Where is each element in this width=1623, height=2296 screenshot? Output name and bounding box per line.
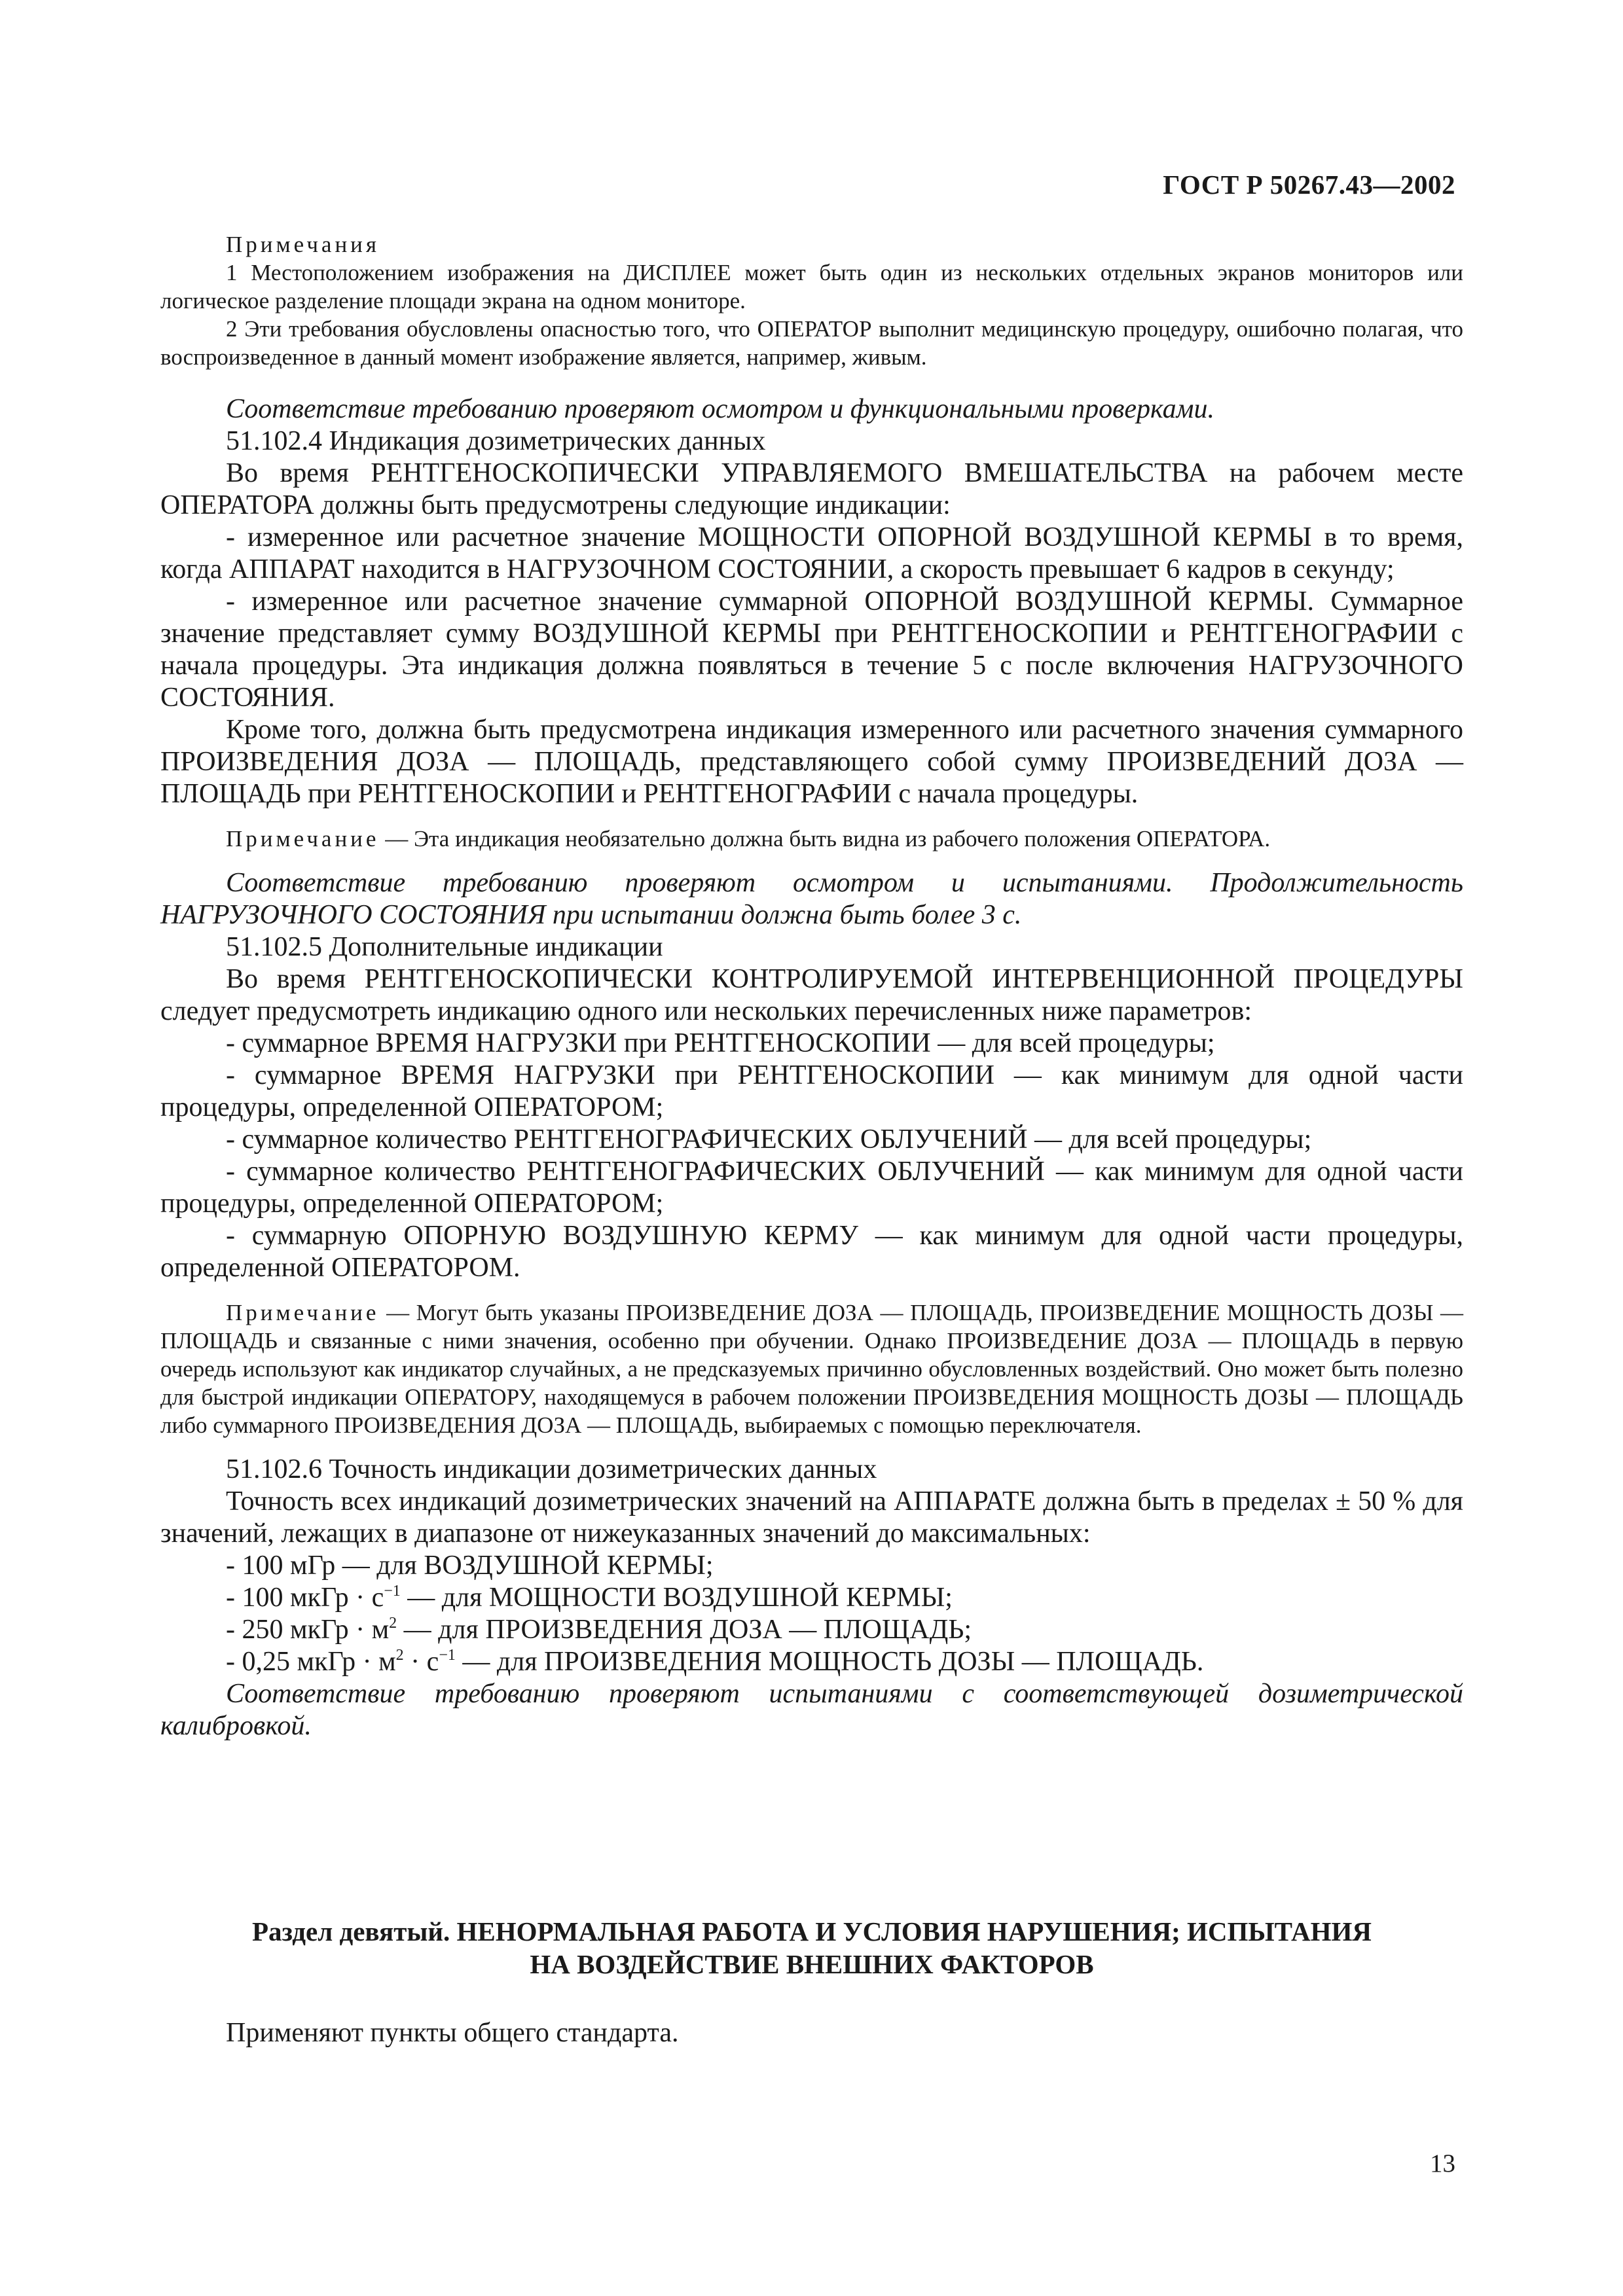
clause-paragraph: Во время РЕНТГЕНОСКОПИЧЕСКИ КОНТРОЛИРУЕМОЙ ИНТЕРВЕНЦИОННОЙ ПРОЦЕДУРЫ следует предусмотреть индикацию одного или нескольких перечисленных ниже параметров: bbox=[160, 964, 1463, 1026]
list-item: - измеренное или расчетное значение суммарной ОПОРНОЙ ВОЗДУШНОЙ КЕРМЫ. Суммарное значение представляет сумму ВОЗДУШНОЙ КЕРМЫ при РЕНТГЕНОСКОПИИ и РЕНТГЕНОГРАФИИ с начала процедуры. Эта индикация должна появляться в течение 5 с после включения НАГРУЗОЧНОГО СОСТОЯНИЯ. bbox=[160, 586, 1463, 713]
item-text: - 250 мкГр · м bbox=[226, 1615, 390, 1645]
note-text: — Могут быть указаны ПРОИЗВЕДЕНИЕ ДОЗА — ПЛОЩАДЬ, ПРОИЗВЕДЕНИЕ МОЩНОСТЬ ДОЗЫ — ПЛОЩАДЬ и связанные с ними значения, особенно при обучении. Однако ПРОИЗВЕДЕНИЕ ДОЗА — ПЛОЩАДЬ в первую очередь используют как индикатор случайных, а не предсказуемых причинно обусловленных воздействий. Оно может быть полезно для быстрой индикации ОПЕРАТОРУ, находящемуся в рабочем положении ПРОИЗВЕДЕНИЯ МОЩНОСТЬ ДОЗЫ — ПЛОЩАДЬ либо суммарного ПРОИЗВЕДЕНИЯ ДОЗА — ПЛОЩАДЬ, выбираемых с помощью переключателя. bbox=[160, 1300, 1463, 1438]
superscript: 2 bbox=[389, 1615, 397, 1632]
note-item-1: 1 Местоположением изображения на ДИСПЛЕЕ может быть один из нескольких отдельных экранов мониторов или логическое разделение площади экрана на одном мониторе. bbox=[160, 260, 1463, 314]
superscript: 2 bbox=[395, 1647, 404, 1664]
note-item-2: 2 Эти требования обусловлены опасностью того, что ОПЕРАТОР выполнит медицинскую процедуру, ошибочно полагая, что воспроизведенное в данный момент изображение является, например, живым. bbox=[160, 316, 1463, 370]
item-text: — для ПРОИЗВЕДЕНИЯ ДОЗА — ПЛОЩАДЬ; bbox=[397, 1615, 972, 1645]
note bbox=[160, 825, 1463, 853]
page-body bbox=[160, 230, 1463, 1742]
compliance-statement: Соответствие требованию проверяют осмотром и испытаниями. Продолжительность НАГРУЗОЧНОГО СОСТОЯНИЯ при испытании должна быть более 3 с. bbox=[160, 868, 1463, 930]
superscript: −1 bbox=[439, 1647, 456, 1664]
list-item: - суммарное количество РЕНТГЕНОГРАФИЧЕСКИХ ОБЛУЧЕНИЙ — для всей процедуры; bbox=[226, 1124, 1312, 1155]
notes-heading: Примечания bbox=[226, 232, 380, 257]
item-text: - 100 мкГр · с bbox=[226, 1583, 384, 1613]
note bbox=[160, 1299, 1463, 1439]
clause-title-51-102-5: 51.102.5 Дополнительные индикации bbox=[226, 932, 663, 962]
list-item: - суммарную ОПОРНУЮ ВОЗДУШНУЮ КЕРМУ — как минимум для одной части процедуры, определенной ОПЕРАТОРОМ. bbox=[160, 1221, 1463, 1283]
section-body: Применяют пункты общего стандарта. bbox=[226, 2018, 679, 2048]
list-item: - 100 мГр — для ВОЗДУШНОЙ КЕРМЫ; bbox=[226, 1551, 714, 1581]
section-heading bbox=[160, 1915, 1463, 1981]
list-item: - суммарное количество РЕНТГЕНОГРАФИЧЕСКИХ ОБЛУЧЕНИЙ — как минимум для одной части процедуры, определенной ОПЕРАТОРОМ; bbox=[160, 1157, 1463, 1219]
section-heading-line-1: Раздел девятый. НЕНОРМАЛЬНАЯ РАБОТА И УСЛОВИЯ НАРУШЕНИЯ; ИСПЫТАНИЯ bbox=[252, 1916, 1372, 1946]
item-text: — для ПРОИЗВЕДЕНИЯ МОЩНОСТЬ ДОЗЫ — ПЛОЩАДЬ. bbox=[455, 1647, 1204, 1677]
page-number: 13 bbox=[1430, 2149, 1455, 2178]
note-label: Примечание bbox=[226, 826, 380, 852]
compliance-statement: Соответствие требованию проверяют испытаниями с соответствующей дозиметрической калибровкой. bbox=[160, 1679, 1463, 1741]
list-item bbox=[160, 1646, 1463, 1678]
superscript: −1 bbox=[384, 1583, 401, 1600]
list-item bbox=[160, 1614, 1463, 1646]
item-text: · с bbox=[403, 1647, 439, 1677]
clause-paragraph: Во время РЕНТГЕНОСКОПИЧЕСКИ УПРАВЛЯЕМОГО ВМЕШАТЕЛЬСТВА на рабочем месте ОПЕРАТОРА должны быть предусмотрены следующие индикации: bbox=[160, 458, 1463, 520]
list-item bbox=[160, 1582, 1463, 1614]
note-text: — Эта индикация необязательно должна быть видна из рабочего положения ОПЕРАТОРА. bbox=[379, 826, 1271, 852]
item-text: — для МОЩНОСТИ ВОЗДУШНОЙ КЕРМЫ; bbox=[400, 1583, 953, 1613]
clause-title-51-102-4: 51.102.4 Индикация дозиметрических данных bbox=[226, 426, 766, 456]
section-heading-line-2: НА ВОЗДЕЙСТВИЕ ВНЕШНИХ ФАКТОРОВ bbox=[530, 1949, 1094, 1979]
list-item: - измеренное или расчетное значение МОЩНОСТИ ОПОРНОЙ ВОЗДУШНОЙ КЕРМЫ в то время, когда АППАРАТ находится в НАГРУЗОЧНОМ СОСТОЯНИИ, а скорость превышает 6 кадров в секунду; bbox=[160, 522, 1463, 584]
list-item: - суммарное ВРЕМЯ НАГРУЗКИ при РЕНТГЕНОСКОПИИ — как минимум для одной части процедуры, определенной ОПЕРАТОРОМ; bbox=[160, 1060, 1463, 1122]
document-code: ГОСТ Р 50267.43—2002 bbox=[1163, 170, 1455, 200]
compliance-statement: Соответствие требованию проверяют осмотром и функциональными проверками. bbox=[226, 394, 1214, 424]
note-label: Примечание bbox=[226, 1300, 380, 1325]
list-item: - суммарное ВРЕМЯ НАГРУЗКИ при РЕНТГЕНОСКОПИИ — для всей процедуры; bbox=[226, 1028, 1215, 1058]
clause-paragraph: Кроме того, должна быть предусмотрена индикация измеренного или расчетного значения суммарного ПРОИЗВЕДЕНИЯ ДОЗА — ПЛОЩАДЬ, представляющего собой сумму ПРОИЗВЕДЕНИЙ ДОЗА — ПЛОЩАДЬ при РЕНТГЕНОСКОПИИ и РЕНТГЕНОГРАФИИ с начала процедуры. bbox=[160, 715, 1463, 809]
item-text: - 0,25 мкГр · м bbox=[226, 1647, 396, 1677]
clause-title-51-102-6: 51.102.6 Точность индикации дозиметрических данных bbox=[226, 1454, 877, 1484]
clause-paragraph: Точность всех индикаций дозиметрических значений на АППАРАТЕ должна быть в пределах ± 50 % для значений, лежащих в диапазоне от нижеуказанных значений до максимальных: bbox=[160, 1486, 1463, 1549]
